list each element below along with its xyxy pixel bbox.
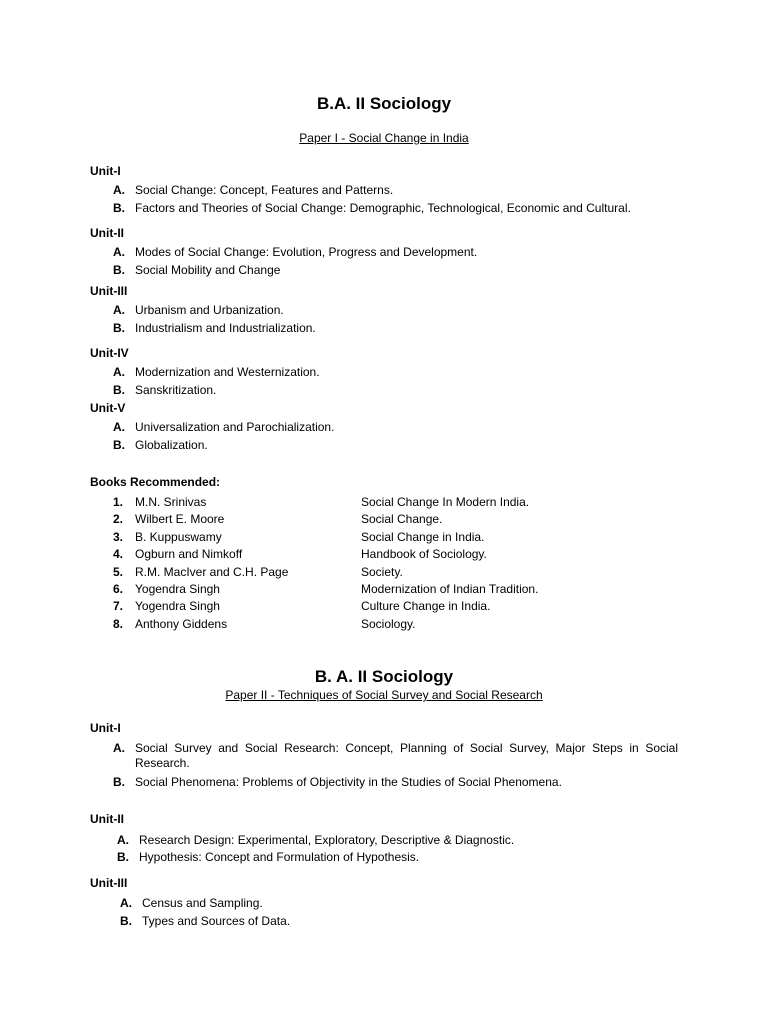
item-letter: B. xyxy=(113,263,125,277)
book-author: Anthony Giddens xyxy=(135,617,228,631)
book-number: 5. xyxy=(113,565,124,579)
list-item xyxy=(117,850,419,865)
item-text: Hypothesis: Concept and Formulation of Hypothesis. xyxy=(139,850,420,864)
book-number: 2. xyxy=(113,512,124,526)
page-title: B.A. II Sociology xyxy=(316,94,452,113)
unit-heading: Unit-II xyxy=(90,812,124,826)
book-number: 1. xyxy=(113,495,124,509)
list-item xyxy=(113,321,316,336)
item-letter: B. xyxy=(117,850,129,864)
book-author: B. Kuppuswamy xyxy=(135,530,222,544)
item-text: Social Survey and Social Research: Concept, Planning of Social Survey, Major Steps in Social Research. xyxy=(135,741,678,770)
item-letter: B. xyxy=(120,914,132,928)
book-number: 8. xyxy=(113,617,124,631)
item-letter: A. xyxy=(117,833,129,847)
item-letter: A. xyxy=(113,365,125,379)
book-entry xyxy=(113,565,288,580)
book-author: Yogendra Singh xyxy=(135,599,220,613)
item-text: Types and Sources of Data. xyxy=(142,914,291,928)
unit-heading: Unit-III xyxy=(90,284,128,298)
unit-heading: Unit-III xyxy=(90,876,128,890)
book-title: Social Change. xyxy=(361,512,443,526)
item-letter: B. xyxy=(113,775,125,789)
list-item xyxy=(113,383,216,398)
item-text: Globalization. xyxy=(135,438,208,452)
item-text: Social Change: Concept, Features and Patterns. xyxy=(135,183,394,197)
item-letter: A. xyxy=(113,245,125,259)
unit-heading: Unit-I xyxy=(90,164,121,178)
list-item xyxy=(113,365,320,380)
item-letter: A. xyxy=(113,420,125,434)
list-item xyxy=(120,914,290,929)
item-text: Modernization and Westernization. xyxy=(135,365,320,379)
book-title: Social Change in India. xyxy=(361,530,485,544)
book-title: Society. xyxy=(361,565,403,579)
list-item xyxy=(113,245,477,260)
book-title: Handbook of Sociology. xyxy=(361,547,487,561)
list-item xyxy=(113,741,135,756)
book-author: Yogendra Singh xyxy=(135,582,220,596)
unit-heading: Unit-V xyxy=(90,401,126,415)
list-item xyxy=(113,183,393,198)
paper-title: Paper II - Techniques of Social Survey and Social Research xyxy=(225,688,543,702)
list-item xyxy=(120,896,263,911)
book-entry xyxy=(113,547,242,562)
book-number: 3. xyxy=(113,530,124,544)
item-letter: B. xyxy=(113,438,125,452)
item-letter: A. xyxy=(113,741,125,755)
book-author: R.M. MacIver and C.H. Page xyxy=(135,565,289,579)
book-number: 4. xyxy=(113,547,124,561)
book-entry xyxy=(113,582,220,597)
item-letter: B. xyxy=(113,321,125,335)
book-entry xyxy=(113,512,224,527)
item-text: Social Mobility and Change xyxy=(135,263,281,277)
list-item xyxy=(117,833,514,848)
book-entry xyxy=(113,495,206,510)
list-item xyxy=(113,263,280,278)
item-text: Industrialism and Industrialization. xyxy=(135,321,316,335)
list-item xyxy=(113,201,631,216)
book-author: Ogburn and Nimkoff xyxy=(135,547,243,561)
book-entry xyxy=(113,617,227,632)
item-text: Universalization and Parochialization. xyxy=(135,420,335,434)
list-item xyxy=(113,303,284,318)
book-author: Wilbert E. Moore xyxy=(135,512,225,526)
list-item xyxy=(113,775,562,790)
item-letter: B. xyxy=(113,201,125,215)
book-title: Sociology. xyxy=(361,617,416,631)
book-number: 6. xyxy=(113,582,124,596)
book-title: Social Change In Modern India. xyxy=(361,495,530,509)
item-text: Research Design: Experimental, Exploratory, Descriptive & Diagnostic. xyxy=(139,833,515,847)
book-title: Modernization of Indian Tradition. xyxy=(361,582,539,596)
item-text: Census and Sampling. xyxy=(142,896,263,910)
unit-heading: Unit-I xyxy=(90,721,121,735)
book-entry xyxy=(113,599,220,614)
paper-title: Paper I - Social Change in India xyxy=(299,131,469,145)
unit-heading: Unit-II xyxy=(90,226,124,240)
book-author: M.N. Srinivas xyxy=(135,495,207,509)
unit-heading: Unit-IV xyxy=(90,346,129,360)
item-letter: A. xyxy=(113,183,125,197)
item-letter: A. xyxy=(120,896,132,910)
list-item xyxy=(113,438,208,453)
item-text: Urbanism and Urbanization. xyxy=(135,303,284,317)
item-letter: B. xyxy=(113,383,125,397)
section-title: B. A. II Sociology xyxy=(314,667,454,686)
item-text: Factors and Theories of Social Change: Demographic, Technological, Economic and Cultural. xyxy=(135,201,631,215)
book-title: Culture Change in India. xyxy=(361,599,491,613)
books-heading: Books Recommended: xyxy=(90,475,221,489)
item-text: Sanskritization. xyxy=(135,383,217,397)
book-number: 7. xyxy=(113,599,124,613)
item-text: Modes of Social Change: Evolution, Progress and Development. xyxy=(135,245,478,259)
item-letter: A. xyxy=(113,303,125,317)
book-entry xyxy=(113,530,222,545)
item-text: Social Phenomena: Problems of Objectivity in the Studies of Social Phenomena. xyxy=(135,775,562,789)
list-item xyxy=(113,420,334,435)
